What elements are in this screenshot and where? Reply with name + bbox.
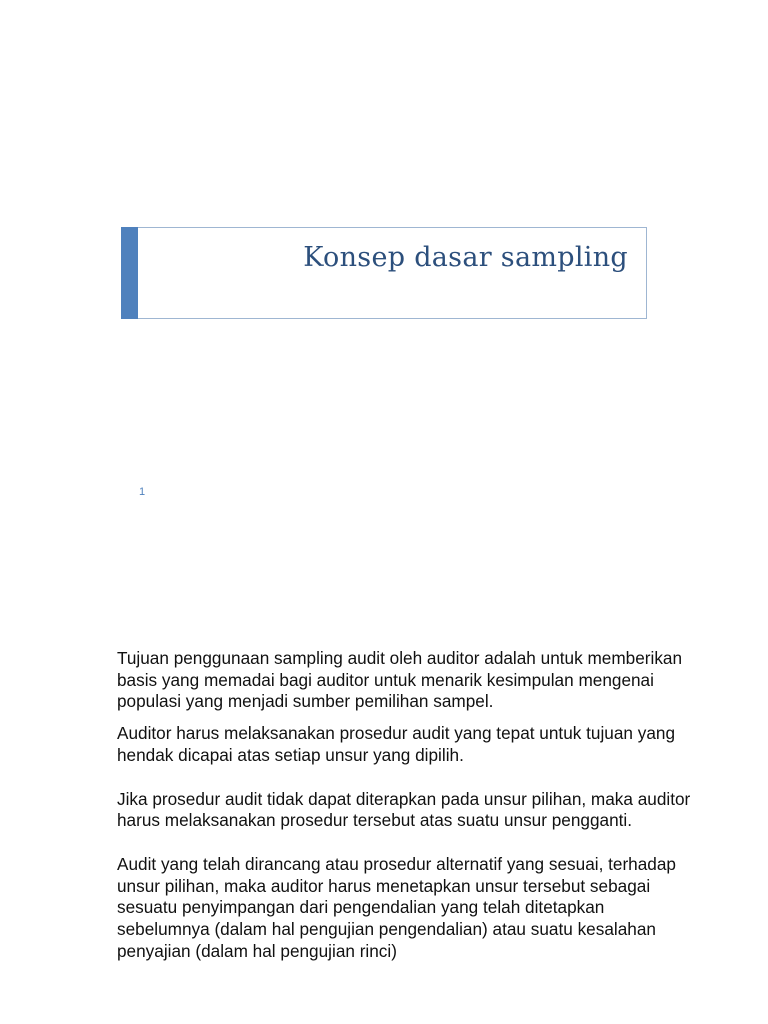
paragraph-purpose: Tujuan penggunaan sampling audit oleh auditor adalah untuk memberikan basis yang memadai bagi auditor untuk menarik kesimpulan mengenai populasi yang menjadi sumber pemilihan sampel. [117,648,683,712]
title-accent-bar [121,227,138,319]
paragraph-procedure: Auditor harus melaksanakan prosedur audit yang tepat untuk tujuan yang hendak dicapai atas setiap unsur yang dipilih. [117,723,676,765]
title-box [121,227,647,319]
paragraph-replacement: Jika prosedur audit tidak dapat diterapkan pada unsur pilihan, maka auditor harus melaksanakan prosedur tersebut atas suatu unsur pengganti. [117,788,691,831]
content-slide-body [117,648,697,962]
paragraph-deviation: Audit yang telah dirancang atau prosedur alternatif yang sesuai, terhadap unsur pilihan, maka auditor harus menetapkan unsur tersebut sebagai sesuatu penyimpangan dari pengendalian yang telah ditetapkan sebelumnya (dalam hal pengujian pengendalian) atau suatu kesalahan penyajian (dalam hal pengujian rinci) [117,853,676,961]
slide-page-number: 1 [139,486,146,498]
slide-title: Konsep dasar sampling [303,242,628,273]
